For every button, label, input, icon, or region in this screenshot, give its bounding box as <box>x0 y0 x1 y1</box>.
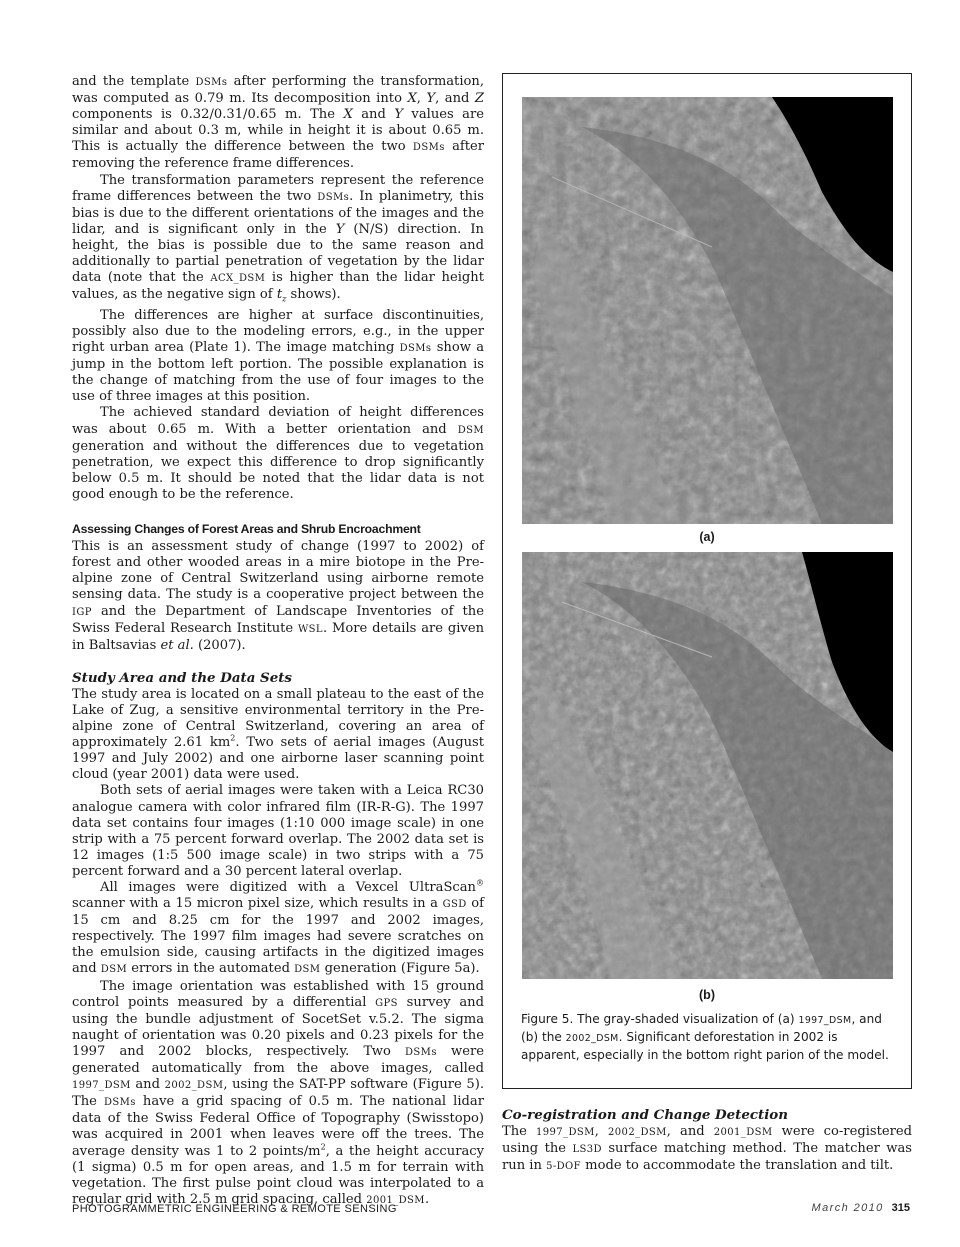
figure-label-b: (b) <box>699 988 715 1002</box>
right-paragraph-1: The 1997_DSM, 2002_DSM, and 2001_DSM were co-registered using the LS3D surface matching method. The matcher was run in 5-DOF mode to accommodate the translation and tilt. <box>502 1124 913 1174</box>
issue-month: March 2010 <box>811 1202 884 1214</box>
left-column <box>72 74 484 1209</box>
paragraph-9: The image orientation was established with 15 ground control points measured by a differential GPS survey and using the bundle adjustment of SocetSet v.5.2. The sigma naught of orientation was 0.20 pixels and 0.23 pixels for the 1997 and 2002 blocks, respectively. Two DSMs were generated automatically from the above images, called 1997_DSM and 2002_DSM, using the SAT-PP software (Figure 5). The DSMs have a grid spacing of 0.5 m. The national lidar data of the Swiss Federal Office of Topography (Swisstopo) was acquired in 2001 when leaves were off the trees. The average density was 1 to 2 points/$m^2$, a the height accuracy (1 sigma) 0.5 m for open areas, and 1.5 m for terrain with vegetation. The first pulse point cloud was interpolated to a regular grid with 2.5 m grid spacing, called 2001_DSM. <box>72 978 484 1207</box>
page-number: 315 <box>891 1202 910 1214</box>
subheading-study-area: Study Area and the Data Sets <box>72 669 292 686</box>
section-heading: Assessing Changes of Forest Areas and Shrub Encroachment <box>72 522 421 537</box>
right-column <box>502 1107 912 1175</box>
dsm-image-1997 <box>522 97 893 524</box>
paragraph-8: All images were digitized with a Vexcel UltraScan® scanner with a 15 micron pixel size, which results in a GSD of 15 cm and 8.25 cm for the 1997 and 2002 images, respectively. The 1997 film images had severe scratches on the emulsion side, causing artifacts in the digitized images and DSM errors in the automated DSM generation (Figure 5a). <box>72 878 484 977</box>
journal-name: PHOTOGRAMMETRIC ENGINEERING & REMOTE SENSING <box>72 1203 397 1215</box>
paragraph-1: and the template DSMs after performing the transformation, was computed as 0.79 m. Its decomposition into X, Y, and Z components is 0.32/0.31/0.65 m. The X and Y values are similar and about 0.3 m, while in height it is about 0.65 m. This is actually the difference between the two DSMs after removing the reference frame differences. <box>72 74 485 172</box>
paragraph-2: The transformation parameters represent the reference frame differences between the two DSMs. In planimetry, this bias is due to the different orientations of the images and the lidar, and is significant only in the Y (N/S) direction. In height, the bias is possible due to the same reason and additionally to partial penetration of vegetation by the lidar data (note that the ACX_DSM is higher than the lidar height values, as the negative sign of $t_z$ shows). <box>72 172 485 304</box>
figure-label-a: (a) <box>699 530 715 544</box>
paragraph-6: The study area is located on a small plateau to the east of the Lake of Zug, a sensitive environmental territory in the Pre-alpine zone of Central Switzerland, covering an area of approximately 2.61 $km^2$. Two sets of aerial images (August 1997 and July 2002) and one airborne laser scanning point cloud (year 2001) data were used. <box>72 686 484 783</box>
figure-caption: Figure 5. The gray-shaded visualization of (a) 1997_DSM, and (b) the 2002_DSM. Significant deforestation in 2002 is apparent, especially in the bottom right parion of the model. <box>521 1012 889 1062</box>
paragraph-5: This is an assessment study of change (1997 to 2002) of forest and other wooded areas in a mire biotope in the Pre-alpine zone of Central Switzerland using airborne remote sensing data. The study is a cooperative project between the IGP and the Department of Landscape Inventories of the Swiss Federal Research Institute WSL. More details are given in Baltsavias et al. (2007). <box>72 539 484 653</box>
figure-5 <box>502 73 912 1089</box>
paragraph-3: The differences are higher at surface discontinuities, possibly also due to the modeling errors, e.g., in the upper right urban area (Plate 1). The image matching DSMs show a jump in the bottom left portion. The possible explanation is the change of matching from the use of four images to the use of three images at this position. <box>72 307 484 405</box>
dsm-image-2002 <box>522 552 893 979</box>
page-footer <box>812 1202 910 1214</box>
paragraph-7: Both sets of aerial images were taken with a Leica RC30 analogue camera with color infrared film (IR-R-G). The 1997 data set contains four images (1:10 000 image scale) in one strip with a 75 percent forward overlap. The 2002 data set is 12 images (1:5 500 image scale) in two strips with a 75 percent forward and a 30 percent lateral overlap. <box>72 783 484 879</box>
paragraph-4: The achieved standard deviation of height differences was about 0.65 m. With a better orientation and DSM generation and without the differences due to vegetation penetration, we expect this difference to drop significantly below 0.5 m. It should be noted that the lidar data is not good enough to be the reference. <box>72 405 484 502</box>
subheading-co-registration: Co-registration and Change Detection <box>502 1107 788 1123</box>
